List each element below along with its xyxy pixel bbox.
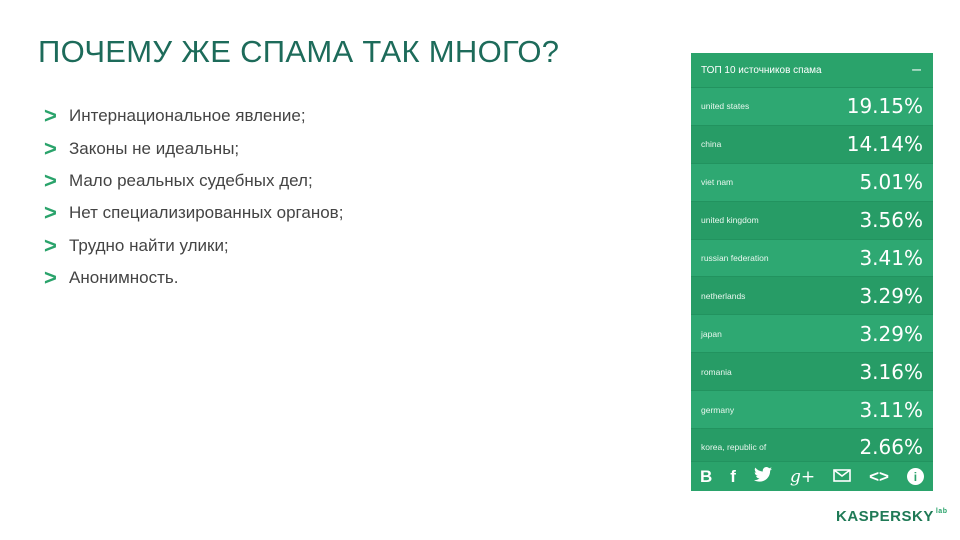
- country-label: japan: [701, 328, 722, 339]
- percent-value: 3.41%: [859, 246, 923, 270]
- percent-value: 3.56%: [859, 208, 923, 233]
- percent-value: 3.29%: [859, 283, 923, 308]
- table-row: [691, 390, 933, 428]
- percent-value: 3.16%: [859, 359, 923, 384]
- google-plus-icon[interactable]: g+: [789, 466, 816, 487]
- list-item: > Анонимность.: [44, 265, 179, 291]
- country-label: china: [701, 139, 722, 150]
- widget-rows: [691, 87, 933, 466]
- chevron-right-icon: >: [44, 135, 57, 161]
- country-label: germany: [701, 404, 735, 415]
- chevron-right-icon: >: [44, 200, 57, 226]
- table-row: [691, 125, 933, 163]
- country-label: viet nam: [701, 177, 734, 188]
- twitter-icon[interactable]: [754, 467, 772, 487]
- table-row: [691, 87, 933, 125]
- percent-value: 3.11%: [859, 397, 923, 422]
- country-label: netherlands: [701, 290, 746, 301]
- country-label: romania: [701, 366, 732, 377]
- chevron-right-icon: >: [44, 265, 57, 291]
- spam-sources-widget: [691, 53, 933, 491]
- widget-title: ТОП 10 источников спама: [701, 64, 822, 76]
- chevron-right-icon: >: [44, 103, 57, 129]
- chevron-right-icon: >: [44, 167, 57, 193]
- vk-icon[interactable]: B: [700, 466, 713, 486]
- embed-icon[interactable]: <>: [869, 466, 889, 486]
- table-row: [691, 314, 933, 352]
- table-row: [691, 276, 933, 314]
- table-row: [691, 201, 933, 239]
- widget-header: [691, 53, 933, 87]
- country-label: russian federation: [701, 253, 769, 263]
- kaspersky-logo: KASPERSKY $^{lab}$: [836, 508, 948, 525]
- mail-icon[interactable]: [833, 467, 851, 487]
- percent-value: 14.14%: [846, 132, 923, 157]
- country-label: united kingdom: [701, 215, 759, 226]
- table-row: [691, 352, 933, 390]
- table-row: [691, 163, 933, 201]
- list-item: > Интернациональное явление;: [44, 103, 306, 129]
- page-title: ПОЧЕМУ ЖЕ СПАМА ТАК МНОГО?: [38, 34, 560, 69]
- percent-value: 5.01%: [859, 170, 923, 195]
- facebook-icon[interactable]: f: [730, 466, 736, 486]
- info-icon[interactable]: i: [907, 468, 924, 485]
- list-item: > Мало реальных судебных дел;: [44, 167, 313, 193]
- collapse-button[interactable]: –: [912, 61, 921, 78]
- table-row: [691, 239, 933, 277]
- country-label: korea, republic of: [701, 442, 767, 453]
- percent-value: 2.66%: [859, 435, 923, 460]
- chevron-right-icon: >: [44, 232, 57, 258]
- percent-value: 3.29%: [859, 321, 923, 346]
- list-item: > Трудно найти улики;: [44, 232, 229, 258]
- country-label: united states: [701, 101, 750, 112]
- percent-value: 19.15%: [846, 94, 923, 119]
- share-bar: [691, 461, 933, 491]
- list-item: > Нет специализированных органов;: [44, 200, 344, 226]
- list-item: > Законы не идеальны;: [44, 135, 240, 161]
- bullet-list: [44, 100, 343, 294]
